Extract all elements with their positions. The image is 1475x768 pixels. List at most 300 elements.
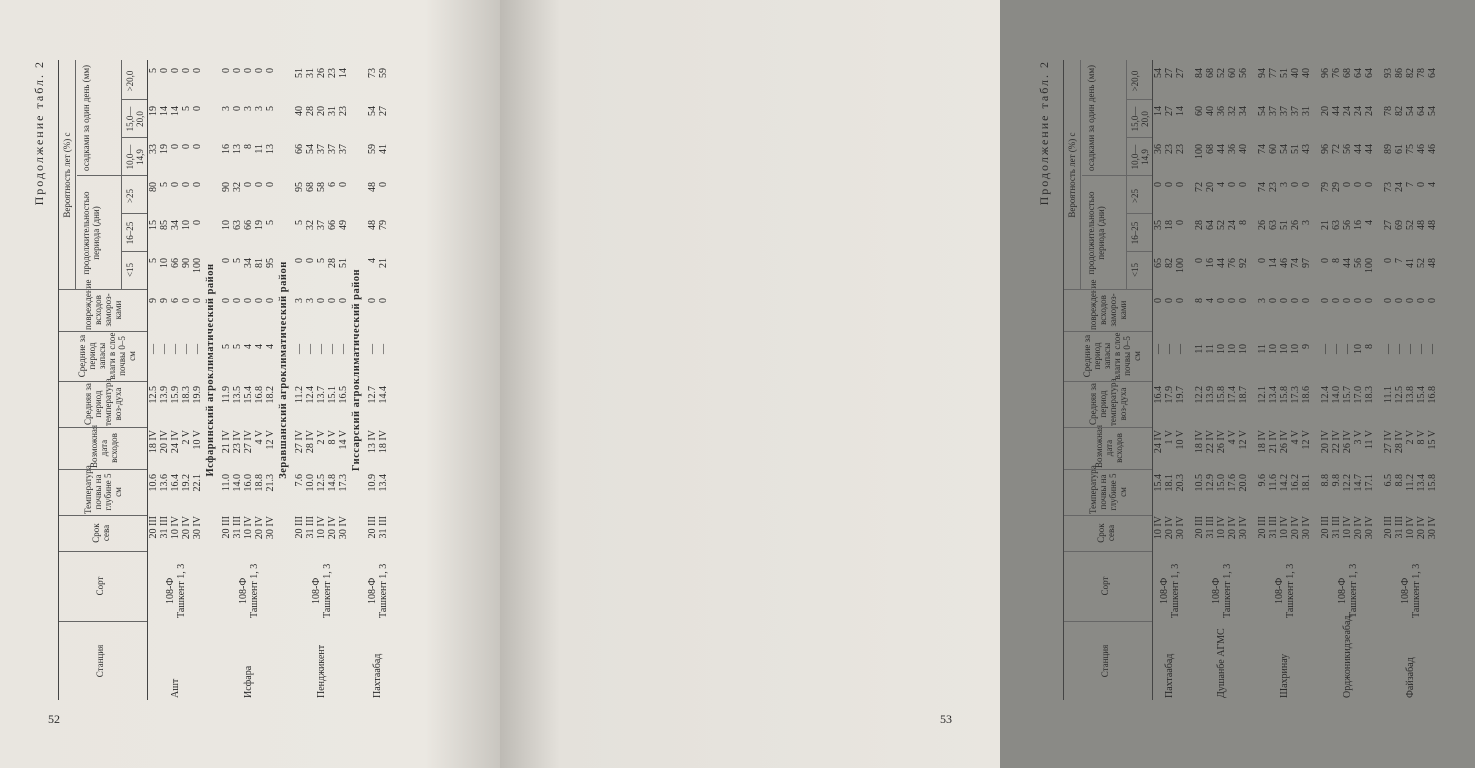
cell-soil-temp: 10.5 <box>1194 474 1205 492</box>
cell-air-temp: 17.4 <box>1227 386 1238 404</box>
cell-air-temp: 12.4 <box>305 386 316 404</box>
cell-p2: 14 <box>1175 106 1186 116</box>
cell-d3: 0 <box>1227 182 1238 187</box>
cell-soil-temp: 20.3 <box>1175 474 1186 492</box>
header-soil-temp: Температура почвы на глубине 5 см <box>1088 465 1128 514</box>
cell-d2: 16 <box>1353 220 1364 230</box>
cell-p3: 0 <box>254 68 265 73</box>
cell-moisture: — <box>170 344 181 354</box>
cell-air-temp: 18.2 <box>265 386 276 404</box>
cell-frost: 0 <box>1175 298 1186 303</box>
cell-d2: 56 <box>1342 220 1353 230</box>
cell-emergence: 15 V <box>1427 430 1438 450</box>
cell-p2: 36 <box>1216 106 1227 116</box>
cell-d2: 27 <box>1383 220 1394 230</box>
table-header <box>1063 60 1153 700</box>
cell-soil-temp: 8.8 <box>1320 474 1331 487</box>
cell-soil-temp: 16.4 <box>170 474 181 492</box>
cell-air-temp: 19.9 <box>192 386 203 404</box>
cell-moisture: 10 <box>1238 344 1249 354</box>
page-number: 53 <box>940 712 952 726</box>
variety-name: 108-Ф <box>1399 577 1411 604</box>
cell-d3: 0 <box>1416 182 1427 187</box>
cell-frost: 3 <box>294 298 305 303</box>
cell-p1: 0 <box>192 144 203 149</box>
cell-p1: 0 <box>170 144 181 149</box>
header-soil-temp: Температура почвы на глубине 5 см <box>83 465 123 514</box>
header-d1: <15 <box>1130 262 1140 278</box>
cell-d2: 5 <box>265 220 276 225</box>
cell-p3: 82 <box>1405 68 1416 78</box>
cell-p2: 37 <box>1279 106 1290 116</box>
cell-air-temp: 17.3 <box>1290 386 1301 404</box>
cell-d3: 0 <box>181 182 192 187</box>
cell-moisture: — <box>1164 344 1175 354</box>
cell-soil-temp: 15.0 <box>1216 474 1227 492</box>
cell-p3: 52 <box>1216 68 1227 78</box>
cell-d3: 58 <box>316 182 327 192</box>
cell-p1: 44 <box>1216 144 1227 154</box>
cell-d2: 5 <box>294 220 305 225</box>
cell-emergence: 28 IV <box>1394 430 1405 454</box>
cell-p3: 14 <box>338 68 349 78</box>
cell-sowing: 30 IV <box>192 516 203 540</box>
cell-frost: 0 <box>1164 298 1175 303</box>
cell-d3: 0 <box>254 182 265 187</box>
cell-air-temp: 15.7 <box>1342 386 1353 404</box>
cell-d2: 26 <box>1257 220 1268 230</box>
cell-p2: 32 <box>1227 106 1238 116</box>
cell-p2: 54 <box>1427 106 1438 116</box>
cell-d2: 15 <box>148 220 159 230</box>
cell-d1: 0 <box>1383 258 1394 263</box>
cell-soil-temp: 7.6 <box>294 474 305 487</box>
cell-moisture: 11 <box>1205 344 1216 354</box>
cell-d1: 4 <box>367 258 378 263</box>
cell-air-temp: 18.7 <box>1238 386 1249 404</box>
cell-frost: 0 <box>1227 298 1238 303</box>
cell-p2: 3 <box>254 106 265 111</box>
cell-p2: 0 <box>232 106 243 111</box>
cell-d1: 46 <box>1279 258 1290 268</box>
variety-name: Ташкент 1, 3 <box>1347 563 1359 618</box>
cell-d2: 3 <box>1301 220 1312 225</box>
cell-p2: 37 <box>1290 106 1301 116</box>
cell-frost: 0 <box>1331 298 1342 303</box>
cell-moisture: 4 <box>254 344 265 349</box>
cell-sowing: 31 III <box>1394 516 1405 539</box>
cell-p2: 14 <box>170 106 181 116</box>
cell-d1: 66 <box>170 258 181 268</box>
cell-p1: 75 <box>1405 144 1416 154</box>
cell-soil-temp: 11.2 <box>1405 474 1416 492</box>
cell-soil-temp: 19.2 <box>181 474 192 492</box>
cell-d1: 76 <box>1227 258 1238 268</box>
station-name: Душанбе АГМС <box>1215 628 1227 698</box>
cell-moisture: — <box>327 344 338 354</box>
cell-soil-temp: 17.6 <box>1227 474 1238 492</box>
cell-p1: 37 <box>327 144 338 154</box>
cell-air-temp: 14.4 <box>378 386 389 404</box>
cell-p1: 68 <box>1205 144 1216 154</box>
cell-moisture: — <box>1175 344 1186 354</box>
cell-d2: 49 <box>338 220 349 230</box>
cell-p2: 28 <box>305 106 316 116</box>
station-name: Пенджикент <box>315 644 327 698</box>
cell-frost: 0 <box>327 298 338 303</box>
cell-moisture: — <box>181 344 192 354</box>
cell-soil-temp: 22.1 <box>192 474 203 492</box>
cell-p2: 60 <box>1194 106 1205 116</box>
cell-d1: 52 <box>1416 258 1427 268</box>
cell-sowing: 20 IV <box>1227 516 1238 540</box>
cell-d2: 0 <box>1175 220 1186 225</box>
cell-emergence: 18 IV <box>1257 430 1268 454</box>
header-frost: повреждение всходов замороз-ками <box>83 279 123 330</box>
cell-frost: 0 <box>265 298 276 303</box>
cell-moisture: — <box>338 344 349 354</box>
cell-frost: 8 <box>1194 298 1205 303</box>
cell-frost: 0 <box>1301 298 1312 303</box>
variety-name: Ташкент 1, 3 <box>321 563 333 618</box>
cell-emergence: 8 V <box>327 430 338 445</box>
station-name: Файзабад <box>1404 657 1416 698</box>
header-d2: 16–25 <box>1130 221 1140 245</box>
cell-d2: 48 <box>367 220 378 230</box>
cell-d2: 52 <box>1216 220 1227 230</box>
cell-p1: 66 <box>294 144 305 154</box>
cell-moisture: 4 <box>243 344 254 349</box>
cell-p3: 77 <box>1268 68 1279 78</box>
header-air-temp: Средняя за период температура воз-духа <box>1088 378 1128 426</box>
cell-frost: 0 <box>367 298 378 303</box>
cell-d3: 0 <box>1353 182 1364 187</box>
cell-d1: 82 <box>1164 258 1175 268</box>
cell-sowing: 20 III <box>221 516 232 539</box>
cell-d3: 0 <box>378 182 389 187</box>
cell-emergence: 26 IV <box>1342 430 1353 454</box>
cell-d3: 3 <box>1279 182 1290 187</box>
cell-moisture: — <box>1342 344 1353 354</box>
cell-frost: 0 <box>1216 298 1227 303</box>
cell-d3: 5 <box>159 182 170 187</box>
cell-soil-temp: 21.3 <box>265 474 276 492</box>
cell-d1: 14 <box>1268 258 1279 268</box>
cell-emergence: 28 IV <box>305 430 316 454</box>
cell-soil-temp: 18.1 <box>1164 474 1175 492</box>
cell-air-temp: 15.4 <box>1416 386 1427 404</box>
cell-emergence: 14 V <box>338 430 349 450</box>
cell-p1: 19 <box>159 144 170 154</box>
cell-p1: 0 <box>181 144 192 149</box>
cell-d1: 0 <box>294 258 305 263</box>
cell-p3: 0 <box>243 68 254 73</box>
cell-p3: 27 <box>1164 68 1175 78</box>
cell-soil-temp: 9.6 <box>1257 474 1268 487</box>
cell-d1: 10 <box>159 258 170 268</box>
cell-moisture: 11 <box>1257 344 1268 354</box>
cell-soil-temp: 14.7 <box>1353 474 1364 492</box>
cell-frost: 0 <box>243 298 254 303</box>
cell-moisture: 10 <box>1268 344 1279 354</box>
cell-soil-temp: 14.0 <box>232 474 243 492</box>
cell-frost: 0 <box>1416 298 1427 303</box>
cell-sowing: 30 IV <box>265 516 276 540</box>
cell-d1: 56 <box>1353 258 1364 268</box>
cell-soil-temp: 15.8 <box>1427 474 1438 492</box>
cell-d3: 0 <box>1164 182 1175 187</box>
header-p1: 10,0—14,9 <box>1130 144 1150 170</box>
cell-p1: 56 <box>1342 144 1353 154</box>
cell-frost: 3 <box>305 298 316 303</box>
cell-p3: 31 <box>305 68 316 78</box>
cell-air-temp: 12.1 <box>1257 386 1268 404</box>
cell-p2: 44 <box>1331 106 1342 116</box>
cell-p3: 68 <box>1342 68 1353 78</box>
cell-p1: 89 <box>1383 144 1394 154</box>
cell-frost: 0 <box>232 298 243 303</box>
cell-p1: 36 <box>1153 144 1164 154</box>
cell-sowing: 31 III <box>1205 516 1216 539</box>
cell-moisture: — <box>316 344 327 354</box>
cell-soil-temp: 14.8 <box>327 474 338 492</box>
cell-p3: 5 <box>148 68 159 73</box>
variety-name: Ташкент 1, 3 <box>1410 563 1422 618</box>
cell-d2: 51 <box>1279 220 1290 230</box>
variety-name: Ташкент 1, 3 <box>248 563 260 618</box>
header-station: Станция <box>1100 644 1110 678</box>
cell-d3: 0 <box>243 182 254 187</box>
cell-p2: 14 <box>159 106 170 116</box>
cell-air-temp: 12.5 <box>1394 386 1405 404</box>
cell-p1: 74 <box>1257 144 1268 154</box>
cell-p2: 5 <box>265 106 276 111</box>
cell-sowing: 31 III <box>159 516 170 539</box>
cell-moisture: — <box>1427 344 1438 354</box>
cell-frost: 0 <box>1394 298 1405 303</box>
cell-moisture: 10 <box>1353 344 1364 354</box>
cell-frost: 0 <box>1279 298 1290 303</box>
rotated-table <box>30 60 470 700</box>
cell-sowing: 20 III <box>1383 516 1394 539</box>
cell-air-temp: 15.8 <box>1216 386 1227 404</box>
cell-sowing: 30 IV <box>1238 516 1249 540</box>
cell-moisture: — <box>305 344 316 354</box>
cell-p2: 19 <box>148 106 159 116</box>
cell-d1: 28 <box>327 258 338 268</box>
cell-d1: 90 <box>181 258 192 268</box>
station-name: Шахринау <box>1278 653 1290 698</box>
cell-d3: 48 <box>367 182 378 192</box>
header-p3: >20,0 <box>125 70 135 92</box>
cell-d1: 97 <box>1301 258 1312 268</box>
cell-moisture: — <box>1320 344 1331 354</box>
cell-d3: 24 <box>1394 182 1405 192</box>
cell-soil-temp: 13.4 <box>1416 474 1427 492</box>
cell-moisture: 11 <box>1194 344 1205 354</box>
cell-emergence: 2 V <box>1405 430 1416 445</box>
cell-p3: 64 <box>1353 68 1364 78</box>
cell-d3: 7 <box>1405 182 1416 187</box>
cell-p3: 68 <box>1205 68 1216 78</box>
cell-d2: 66 <box>327 220 338 230</box>
cell-p1: 37 <box>316 144 327 154</box>
cell-frost: 0 <box>192 298 203 303</box>
cell-emergence: 26 IV <box>1216 430 1227 454</box>
cell-soil-temp: 13.4 <box>378 474 389 492</box>
cell-p2: 27 <box>1164 106 1175 116</box>
cell-p3: 64 <box>1364 68 1375 78</box>
cell-soil-temp: 15.4 <box>1153 474 1164 492</box>
cell-d2: 34 <box>170 220 181 230</box>
cell-p2: 34 <box>1238 106 1249 116</box>
cell-sowing: 10 IV <box>170 516 181 540</box>
cell-sowing: 31 III <box>1268 516 1279 539</box>
cell-p1: 44 <box>1364 144 1375 154</box>
cell-soil-temp: 16.0 <box>243 474 254 492</box>
cell-d1: 65 <box>1153 258 1164 268</box>
cell-sowing: 10 IV <box>1342 516 1353 540</box>
cell-sowing: 20 III <box>1194 516 1205 539</box>
region-heading: Зеравшанский агроклиматический район <box>278 261 289 479</box>
cell-frost: 9 <box>159 298 170 303</box>
cell-p3: 94 <box>1257 68 1268 78</box>
cell-moisture: 9 <box>1301 344 1312 349</box>
cell-moisture: 10 <box>1227 344 1238 354</box>
cell-d2: 24 <box>1227 220 1238 230</box>
cell-d1: 5 <box>232 258 243 263</box>
station-name: Ашт <box>169 678 181 698</box>
cell-air-temp: 12.7 <box>367 386 378 404</box>
cell-d1: 81 <box>254 258 265 268</box>
cell-moisture: — <box>1416 344 1427 354</box>
cell-air-temp: 16.8 <box>1427 386 1438 404</box>
variety-name: 108-Ф <box>1158 577 1170 604</box>
cell-d1: 0 <box>1257 258 1268 263</box>
cell-soil-temp: 11.6 <box>1268 474 1279 492</box>
cell-d3: 0 <box>1153 182 1164 187</box>
cell-moisture: 8 <box>1364 344 1375 349</box>
cell-frost: 3 <box>1257 298 1268 303</box>
cell-p2: 3 <box>243 106 254 111</box>
cell-frost: 0 <box>1342 298 1353 303</box>
cell-air-temp: 18.6 <box>1301 386 1312 404</box>
cell-p3: 96 <box>1320 68 1331 78</box>
cell-d2: 37 <box>316 220 327 230</box>
cell-sowing: 30 IV <box>1175 516 1186 540</box>
cell-air-temp: 17.0 <box>1353 386 1364 404</box>
cell-d3: 0 <box>338 182 349 187</box>
cell-frost: 6 <box>170 298 181 303</box>
cell-d2: 28 <box>1194 220 1205 230</box>
cell-air-temp: 15.9 <box>170 386 181 404</box>
cell-d1: 8 <box>1331 258 1342 263</box>
cell-p2: 37 <box>1268 106 1279 116</box>
cell-d1: 5 <box>316 258 327 263</box>
cell-air-temp: 19.7 <box>1175 386 1186 404</box>
station-name: Орджоникидзеабад <box>1341 615 1353 698</box>
table-header <box>58 60 148 700</box>
cell-d2: 18 <box>1164 220 1175 230</box>
header-variety: Сорт <box>95 576 105 596</box>
cell-moisture: — <box>378 344 389 354</box>
cell-p1: 8 <box>243 144 254 149</box>
variety-name: 108-Ф <box>1210 577 1222 604</box>
cell-sowing: 31 III <box>305 516 316 539</box>
cell-sowing: 31 III <box>1331 516 1342 539</box>
cell-soil-temp: 16.2 <box>1290 474 1301 492</box>
cell-frost: 4 <box>1205 298 1216 303</box>
cell-p3: 59 <box>378 68 389 78</box>
left-page <box>0 0 500 768</box>
cell-p1: 44 <box>1353 144 1364 154</box>
header-d3: >25 <box>1130 188 1140 204</box>
cell-p1: 33 <box>148 144 159 154</box>
cell-d2: 19 <box>254 220 265 230</box>
cell-p3: 54 <box>1153 68 1164 78</box>
cell-p1: 13 <box>232 144 243 154</box>
cell-d1: 0 <box>1320 258 1331 263</box>
cell-emergence: 18 IV <box>148 430 159 454</box>
cell-p1: 43 <box>1301 144 1312 154</box>
cell-p3: 51 <box>294 68 305 78</box>
cell-d3: 72 <box>1194 182 1205 192</box>
variety-name: 108-Ф <box>164 577 176 604</box>
cell-p1: 13 <box>265 144 276 154</box>
cell-frost: 0 <box>221 298 232 303</box>
cell-sowing: 31 III <box>378 516 389 539</box>
page-number: 52 <box>48 712 60 726</box>
cell-d2: 35 <box>1153 220 1164 230</box>
cell-d1: 0 <box>1194 258 1205 263</box>
cell-air-temp: 12.5 <box>148 386 159 404</box>
cell-p3: 0 <box>181 68 192 73</box>
cell-frost: 0 <box>1427 298 1438 303</box>
continuation-title: Продолжение табл. 2 <box>32 60 46 206</box>
cell-air-temp: 13.7 <box>316 386 327 404</box>
cell-d3: 32 <box>232 182 243 192</box>
cell-d3: 0 <box>1238 182 1249 187</box>
cell-air-temp: 15.4 <box>243 386 254 404</box>
cell-moisture: — <box>1394 344 1405 354</box>
cell-d3: 90 <box>221 182 232 192</box>
cell-d2: 63 <box>232 220 243 230</box>
cell-sowing: 20 IV <box>181 516 192 540</box>
cell-air-temp: 18.3 <box>181 386 192 404</box>
cell-emergence: 10 V <box>1175 430 1186 450</box>
cell-frost: 0 <box>1153 298 1164 303</box>
right-page <box>500 0 1438 768</box>
cell-d1: 7 <box>1394 258 1405 263</box>
cell-p1: 41 <box>378 144 389 154</box>
cell-p3: 73 <box>367 68 378 78</box>
cell-emergence: 18 IV <box>378 430 389 454</box>
cell-soil-temp: 14.2 <box>1279 474 1290 492</box>
cell-moisture: 10 <box>1216 344 1227 354</box>
variety-name: Ташкент 1, 3 <box>1284 563 1296 618</box>
cell-p1: 54 <box>1279 144 1290 154</box>
cell-moisture: 5 <box>232 344 243 349</box>
cell-sowing: 20 IV <box>327 516 338 540</box>
cell-p3: 93 <box>1383 68 1394 78</box>
cell-emergence: 4 V <box>254 430 265 445</box>
continuation-title: Продолжение табл. 2 <box>1037 60 1051 206</box>
cell-air-temp: 16.8 <box>254 386 265 404</box>
cell-d2: 85 <box>159 220 170 230</box>
header-p3: >20,0 <box>1130 70 1140 92</box>
header-p2: 15,0—20,0 <box>1130 106 1150 132</box>
cell-emergence: 27 IV <box>243 430 254 454</box>
